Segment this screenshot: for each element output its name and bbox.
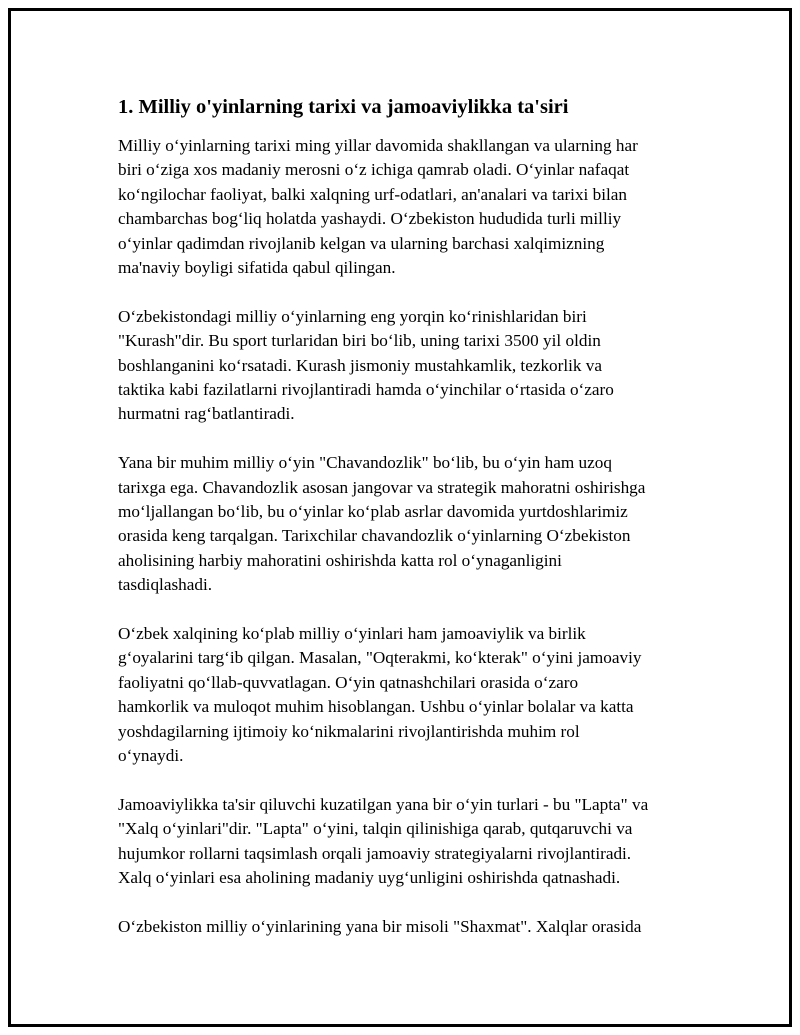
- paragraph: [118, 134, 690, 280]
- text-line: oʻyinlar qadimdan rivojlanib kelgan va ularning barchasi xalqimizning: [118, 233, 605, 253]
- paragraph: [118, 793, 690, 891]
- text-line: ma'naviy boyligi sifatida qabul qilingan.: [118, 258, 396, 278]
- text-line: boshlanganini koʻrsatadi. Kurash jismoniy mustahkamlik, tezkorlik va: [118, 355, 603, 375]
- paragraph: [118, 305, 690, 427]
- text-line: koʻngilochar faoliyat, balki xalqning urf-odatlari, an'analari va tarixi bilan: [118, 184, 627, 204]
- text-line: faoliyatni qoʻllab-quvvatlagan. Oʻyin qatnashchilari orasida oʻzaro: [118, 672, 579, 692]
- document-page: [8, 8, 792, 1027]
- text-line: biri oʻziga xos madaniy merosni oʻz ichiga qamrab oladi. Oʻyinlar nafaqat: [118, 160, 630, 180]
- text-line: Oʻzbek xalqining koʻplab milliy oʻyinlari ham jamoaviylik va birlik: [118, 624, 586, 644]
- text-line: moʻljallangan boʻlib, bu oʻyinlar koʻplab asrlar davomida yurtdoshlarimiz: [118, 502, 628, 522]
- text-line: tarixga ega. Chavandozlik asosan jangovar va strategik mahoratni oshirishga: [118, 477, 646, 497]
- paragraph: [118, 915, 690, 939]
- text-line: hamkorlik va muloqot muhim hisoblangan. Ushbu oʻyinlar bolalar va katta: [118, 697, 634, 717]
- text-line: tasdiqlashadi.: [118, 575, 213, 595]
- text-line: hurmatni ragʻbatlantiradi.: [118, 404, 295, 424]
- text-line: "Xalq oʻyinlari"dir. "Lapta" oʻyini, talqin qilinishiga qarab, qutqaruvchi va: [118, 819, 633, 839]
- document-content: [118, 92, 690, 964]
- text-line: Oʻzbekiston milliy oʻyinlarining yana bir misoli "Shaxmat". Xalqlar orasida: [118, 916, 642, 936]
- text-line: oʻynaydi.: [118, 746, 184, 766]
- text-line: gʻoyalarini targʻib qilgan. Masalan, "Oqterakmi, koʻkterak" oʻyini jamoaviy: [118, 648, 642, 668]
- paragraph: [118, 622, 690, 768]
- text-line: chambarchas bogʻliq holatda yashaydi. Oʻzbekiston hududida turli milliy: [118, 209, 622, 229]
- text-line: hujumkor rollarni taqsimlash orqali jamoaviy strategiyalarni rivojlantiradi.: [118, 843, 632, 863]
- text-line: yoshdagilarning ijtimoiy koʻnikmalarini rivojlantirishda muhim rol: [118, 721, 580, 741]
- text-line: "Kurash"dir. Bu sport turlaridan biri boʻlib, uning tarixi 3500 yil oldin: [118, 331, 601, 351]
- section-heading: 1. Milliy o'yinlarning tarixi va jamoaviylikka ta'siri: [118, 96, 569, 118]
- text-line: Jamoaviylikka ta'sir qiluvchi kuzatilgan yana bir oʻyin turlari - bu "Lapta" va: [118, 794, 649, 814]
- text-line: Yana bir muhim milliy oʻyin "Chavandozlik" boʻlib, bu oʻyin ham uzoq: [118, 453, 612, 473]
- text-line: aholisining harbiy mahoratini oshirishda katta rol oʻynaganligini: [118, 550, 562, 570]
- text-line: Oʻzbekistondagi milliy oʻyinlarning eng yorqin koʻrinishlaridan biri: [118, 306, 587, 326]
- paragraph: [118, 451, 690, 597]
- text-line: Milliy oʻyinlarning tarixi ming yillar davomida shakllangan va ularning har: [118, 136, 638, 155]
- text-line: orasida keng tarqalgan. Tarixchilar chavandozlik oʻyinlarning Oʻzbekiston: [118, 526, 631, 546]
- text-line: Xalq oʻyinlari esa aholining madaniy uygʻunligini oshirishda qatnashadi.: [118, 868, 621, 888]
- text-line: taktika kabi fazilatlarni rivojlantiradi hamda oʻyinchilar oʻrtasida oʻzaro: [118, 380, 614, 400]
